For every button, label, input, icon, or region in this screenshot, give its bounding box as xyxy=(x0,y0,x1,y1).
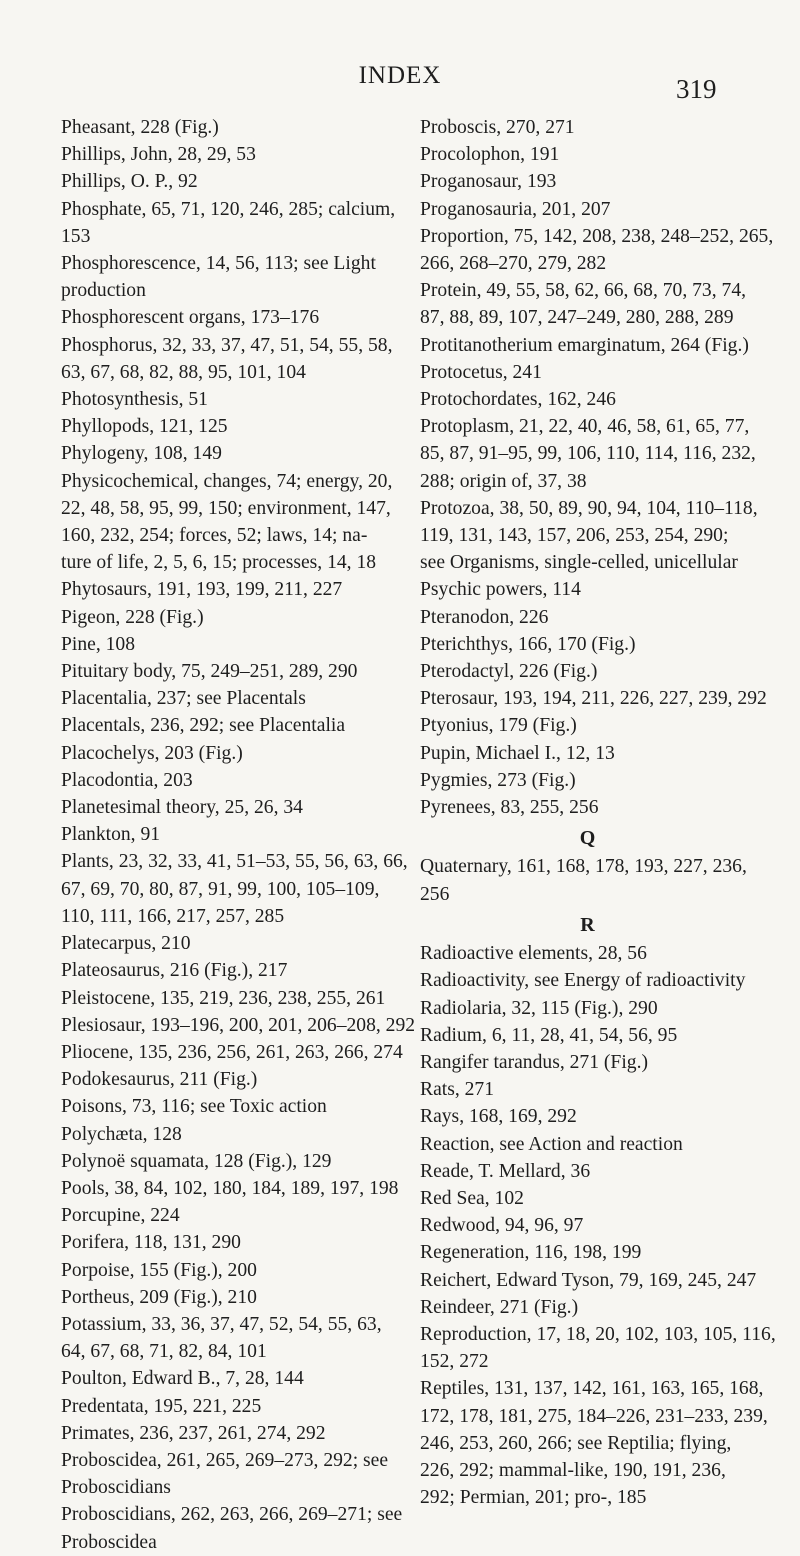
index-entry-line: Proganosaur, 193 xyxy=(420,171,557,193)
index-entry-line: 63, 67, 68, 82, 88, 95, 101, 104 xyxy=(61,361,306,383)
index-entry-line: Rangifer tarandus, 271 (Fig.) xyxy=(420,1051,648,1073)
index-entry xyxy=(61,1393,391,1420)
index-entry-line: Plankton, 91 xyxy=(61,824,161,846)
index-entry-line: Pigeon, 228 (Fig.) xyxy=(61,606,204,628)
index-entry-line: Protochordates, 162, 246 xyxy=(420,389,616,411)
index-entry xyxy=(61,821,391,848)
index-entry-line: Poulton, Edward B., 7, 28, 144 xyxy=(61,1368,304,1390)
index-entry-line: Phytosaurs, 191, 193, 199, 211, 227 xyxy=(61,579,343,601)
index-entry-line: Placentals, 236, 292; see Placentalia xyxy=(61,715,346,737)
index-entry xyxy=(61,1447,391,1501)
index-entry-line: Plants, 23, 32, 33, 41, 51–53, 55, 56, 63, 66, xyxy=(61,851,408,873)
index-entry xyxy=(420,658,755,685)
index-entry xyxy=(61,576,391,603)
index-entry xyxy=(420,1267,755,1294)
index-entry xyxy=(61,767,391,794)
index-entry xyxy=(61,250,391,304)
index-entry xyxy=(420,604,755,631)
index-entry xyxy=(61,1093,391,1120)
index-entry xyxy=(420,631,755,658)
index-entry-line: Pine, 108 xyxy=(61,633,136,655)
index-entry xyxy=(420,1022,755,1049)
index-entry-line: Porpoise, 155 (Fig.), 200 xyxy=(61,1259,257,1281)
index-entry xyxy=(61,1121,391,1148)
index-entry-line: 85, 87, 91–95, 99, 106, 110, 114, 116, 232, xyxy=(420,443,756,465)
index-entry xyxy=(420,196,755,223)
index-entry-line: 67, 69, 70, 80, 87, 91, 99, 100, 105–109, xyxy=(61,878,380,900)
index-entry xyxy=(61,740,391,767)
index-entry-line: Planetesimal theory, 25, 26, 34 xyxy=(61,797,303,819)
index-entry-line: Phillips, O. P., 92 xyxy=(61,171,198,193)
index-entry xyxy=(420,114,755,141)
index-entry xyxy=(61,413,391,440)
index-entry-line: Placentalia, 237; see Placentals xyxy=(61,688,306,710)
index-entry-line: Protocetus, 241 xyxy=(420,361,542,383)
index-entry xyxy=(61,1229,391,1256)
index-entry-line: Rays, 168, 169, 292 xyxy=(420,1106,577,1128)
index-entry xyxy=(61,848,408,930)
index-entry-line: Proganosauria, 201, 207 xyxy=(420,198,611,220)
index-entry-line: Platecarpus, 210 xyxy=(61,933,191,955)
index-entry xyxy=(61,631,391,658)
index-entry-line: Radioactive elements, 28, 56 xyxy=(420,943,647,965)
index-entry xyxy=(420,1103,755,1130)
index-entry-line: Phosphorus, 32, 33, 37, 47, 51, 54, 55, 58, xyxy=(61,334,393,356)
index-entry-line: Reade, T. Mellard, 36 xyxy=(420,1160,591,1182)
index-entry-line: Plesiosaur, 193–196, 200, 201, 206–208, 292 xyxy=(61,1014,416,1036)
index-entry-line: Polynoë squamata, 128 (Fig.), 129 xyxy=(61,1150,332,1172)
index-entry-line: Proboscidea xyxy=(61,1531,157,1553)
index-entry xyxy=(61,1175,399,1202)
index-entry xyxy=(61,196,396,250)
index-entry xyxy=(61,1365,391,1392)
index-entry xyxy=(420,940,755,967)
index-entry-line: Pheasant, 228 (Fig.) xyxy=(61,117,219,138)
index-entry xyxy=(420,1158,755,1185)
index-entry-line: Pituitary body, 75, 249–251, 289, 290 xyxy=(61,661,358,683)
index-entry xyxy=(61,930,391,957)
index-entry-line: Protitanotherium emarginatum, 264 (Fig.) xyxy=(420,334,749,356)
index-entry-line: Physicochemical, changes, 74; energy, 20, xyxy=(61,470,393,492)
index-entry xyxy=(61,1501,403,1555)
index-entry xyxy=(420,967,755,994)
index-entry-line: Porcupine, 224 xyxy=(61,1205,180,1227)
index-entry-line: Protoplasm, 21, 22, 40, 46, 58, 61, 65, 77, xyxy=(420,416,750,438)
index-entry xyxy=(61,604,391,631)
index-entry-line: Red Sea, 102 xyxy=(420,1187,524,1209)
index-entry-line: 266, 268–270, 279, 282 xyxy=(420,253,607,275)
index-entry-line: Pterosaur, 193, 194, 211, 226, 227, 239, 292 xyxy=(420,688,767,710)
index-entry xyxy=(420,740,755,767)
index-entry-line: Phylogeny, 108, 149 xyxy=(61,443,222,465)
index-entry-line: Psychic powers, 114 xyxy=(420,579,581,601)
index-entry-line: Polychæta, 128 xyxy=(61,1123,182,1145)
index-entry-line: Predentata, 195, 221, 225 xyxy=(61,1395,262,1417)
index-entry xyxy=(61,985,391,1012)
index-entry-line: Reptiles, 131, 137, 142, 161, 163, 165, 168, xyxy=(420,1378,764,1400)
index-entry xyxy=(61,168,391,195)
index-entry xyxy=(61,1012,416,1039)
index-entry-line: 226, 292; mammal-like, 190, 191, 236, xyxy=(420,1459,726,1481)
index-entry xyxy=(420,1212,755,1239)
index-entry-line: Phosphate, 65, 71, 120, 246, 285; calcium, xyxy=(61,198,396,220)
page-number: 319 xyxy=(676,74,717,104)
index-entry xyxy=(61,304,391,331)
index-entry xyxy=(61,957,391,984)
index-entry-line: Rats, 271 xyxy=(420,1079,495,1101)
index-entry xyxy=(61,794,391,821)
index-entry-line: 246, 253, 260, 266; see Reptilia; flying, xyxy=(420,1432,732,1454)
page-title: INDEX xyxy=(358,62,442,89)
page-header xyxy=(0,62,800,102)
index-entry-line: 256 xyxy=(420,883,450,905)
index-entry-line: 288; origin of, 37, 38 xyxy=(420,470,587,492)
index-entry-line: 160, 232, 254; forces, 52; laws, 14; na- xyxy=(61,525,368,547)
index-entry-line: Pools, 38, 84, 102, 180, 184, 189, 197, 198 xyxy=(61,1177,399,1199)
index-entry xyxy=(61,332,391,386)
index-entry-line: Portheus, 209 (Fig.), 210 xyxy=(61,1286,257,1308)
index-entry xyxy=(61,1148,391,1175)
index-entry-line: Pyrenees, 83, 255, 256 xyxy=(420,797,599,819)
index-entry-line: Radiolaria, 32, 115 (Fig.), 290 xyxy=(420,997,658,1019)
index-entry xyxy=(61,1420,391,1447)
index-entry-line: Pterodactyl, 226 (Fig.) xyxy=(420,661,598,683)
index-entry-line: Plateosaurus, 216 (Fig.), 217 xyxy=(61,960,288,982)
index-entry-line: Phyllopods, 121, 125 xyxy=(61,416,228,438)
index-column-right xyxy=(420,114,776,1511)
index-entry-line: see Organisms, single-celled, unicellular xyxy=(420,552,738,574)
index-entry xyxy=(420,332,755,359)
index-entry-line: 292; Permian, 201; pro-, 185 xyxy=(420,1487,647,1509)
index-entry xyxy=(61,468,391,577)
index-entry-line: Phosphorescent organs, 173–176 xyxy=(61,307,320,329)
index-entry-line: Phosphorescence, 14, 56, 113; see Light xyxy=(61,253,376,275)
index-entry-line: Poisons, 73, 116; see Toxic action xyxy=(61,1096,327,1118)
index-entry-line: Radium, 6, 11, 28, 41, 54, 56, 95 xyxy=(420,1024,678,1046)
index-entry xyxy=(420,359,755,386)
index-entry xyxy=(61,1202,391,1229)
index-entry xyxy=(420,712,755,739)
index-entry-line: Primates, 236, 237, 261, 274, 292 xyxy=(61,1422,326,1444)
index-entry xyxy=(420,223,774,277)
index-entry-line: Reproduction, 17, 18, 20, 102, 103, 105, 116, xyxy=(420,1323,776,1345)
section-letter: R xyxy=(580,913,595,936)
index-entry-line: Quaternary, 161, 168, 178, 193, 227, 236, xyxy=(420,856,747,878)
index-entry xyxy=(420,277,755,331)
index-entry-line: Podokesaurus, 211 (Fig.) xyxy=(61,1069,258,1091)
index-entry-line: Radioactivity, see Energy of radioactivity xyxy=(420,970,746,992)
index-entry-line: Potassium, 33, 36, 37, 47, 52, 54, 55, 63, xyxy=(61,1313,382,1335)
index-entry xyxy=(420,168,755,195)
index-entry-line: Porifera, 118, 131, 290 xyxy=(61,1232,241,1254)
index-entry xyxy=(420,386,755,413)
index-entry xyxy=(420,495,758,577)
index-entry-line: Reaction, see Action and reaction xyxy=(420,1133,683,1155)
index-entry xyxy=(420,853,755,907)
index-entry xyxy=(420,413,755,495)
index-entry xyxy=(61,386,391,413)
index-entry xyxy=(61,114,391,141)
index-entry xyxy=(420,794,755,821)
index-entry xyxy=(61,1311,391,1365)
index-entry xyxy=(420,685,767,712)
index-entry-line: Proboscidians xyxy=(61,1477,171,1499)
index-entry-line: Proboscis, 270, 271 xyxy=(420,117,575,138)
index-entry xyxy=(420,1239,755,1266)
index-entry-line: production xyxy=(61,280,146,302)
index-entry-line: Ptyonius, 179 (Fig.) xyxy=(420,715,577,737)
index-entry xyxy=(420,1185,755,1212)
index-entry-line: Protein, 49, 55, 58, 62, 66, 68, 70, 73, 74, xyxy=(420,280,747,302)
index-entry xyxy=(61,685,391,712)
index-entry-line: 64, 67, 68, 71, 82, 84, 101 xyxy=(61,1341,267,1363)
index-entry-line: Redwood, 94, 96, 97 xyxy=(420,1215,584,1237)
section-letter: Q xyxy=(579,827,596,850)
index-entry xyxy=(420,1321,776,1375)
index-entry-line: Placodontia, 203 xyxy=(61,769,193,791)
index-entry xyxy=(420,576,755,603)
index-entry-line: Photosynthesis, 51 xyxy=(61,389,208,411)
index-entry-line: Regeneration, 116, 198, 199 xyxy=(420,1242,642,1264)
index-entry-line: 152, 272 xyxy=(420,1351,489,1373)
index-entry-line: Reindeer, 271 (Fig.) xyxy=(420,1296,579,1318)
index-column-left xyxy=(61,114,416,1556)
index-entry-line: Procolophon, 191 xyxy=(420,144,560,166)
index-entry-line: 119, 131, 143, 157, 206, 253, 254, 290; xyxy=(420,525,729,547)
index-entry xyxy=(420,995,755,1022)
index-entry xyxy=(61,1066,391,1093)
index-entry-line: Proboscidea, 261, 265, 269–273, 292; see xyxy=(61,1449,389,1471)
index-entry xyxy=(61,658,391,685)
index-entry-line: 110, 111, 166, 217, 257, 285 xyxy=(61,905,285,927)
index-entry-line: Pupin, Michael I., 12, 13 xyxy=(420,742,615,764)
index-entry-line: ture of life, 2, 5, 6, 15; processes, 14, 18 xyxy=(61,552,377,574)
index-entry-line: 172, 178, 181, 275, 184–226, 231–233, 239, xyxy=(420,1405,768,1427)
index-entry xyxy=(420,141,755,168)
index-entry-line: 87, 88, 89, 107, 247–249, 280, 288, 289 xyxy=(420,307,734,329)
index-entry-line: 22, 48, 58, 95, 99, 150; environment, 147, xyxy=(61,497,391,519)
index-entry xyxy=(420,1049,755,1076)
index-entry xyxy=(61,712,391,739)
index-entry xyxy=(420,767,755,794)
index-entry xyxy=(61,440,391,467)
index-entry-line: Proboscidians, 262, 263, 266, 269–271; see xyxy=(61,1504,403,1526)
index-entry-line: Pliocene, 135, 236, 256, 261, 263, 266, 274 xyxy=(61,1041,403,1063)
index-entry-line: Pygmies, 273 (Fig.) xyxy=(420,769,576,791)
index-entry-line: Pteranodon, 226 xyxy=(420,606,549,628)
index-entry-line: Phillips, John, 28, 29, 53 xyxy=(61,144,256,166)
index-entry xyxy=(420,1375,768,1511)
index-entry xyxy=(61,1284,391,1311)
index-entry xyxy=(61,141,391,168)
index-entry xyxy=(420,1076,755,1103)
index-entry xyxy=(61,1039,403,1066)
index-entry-line: Placochelys, 203 (Fig.) xyxy=(61,742,243,764)
index-entry-line: Proportion, 75, 142, 208, 238, 248–252, 265, xyxy=(420,225,774,247)
index-entry xyxy=(420,1294,755,1321)
index-entry-line: 153 xyxy=(61,225,91,247)
index-entry xyxy=(420,1131,755,1158)
index-entry-line: Protozoa, 38, 50, 89, 90, 94, 104, 110–118, xyxy=(420,497,758,519)
index-entry-line: Pleistocene, 135, 219, 236, 238, 255, 261 xyxy=(61,987,386,1009)
index-entry-line: Reichert, Edward Tyson, 79, 169, 245, 247 xyxy=(420,1269,757,1291)
index-entry-line: Pterichthys, 166, 170 (Fig.) xyxy=(420,633,636,655)
